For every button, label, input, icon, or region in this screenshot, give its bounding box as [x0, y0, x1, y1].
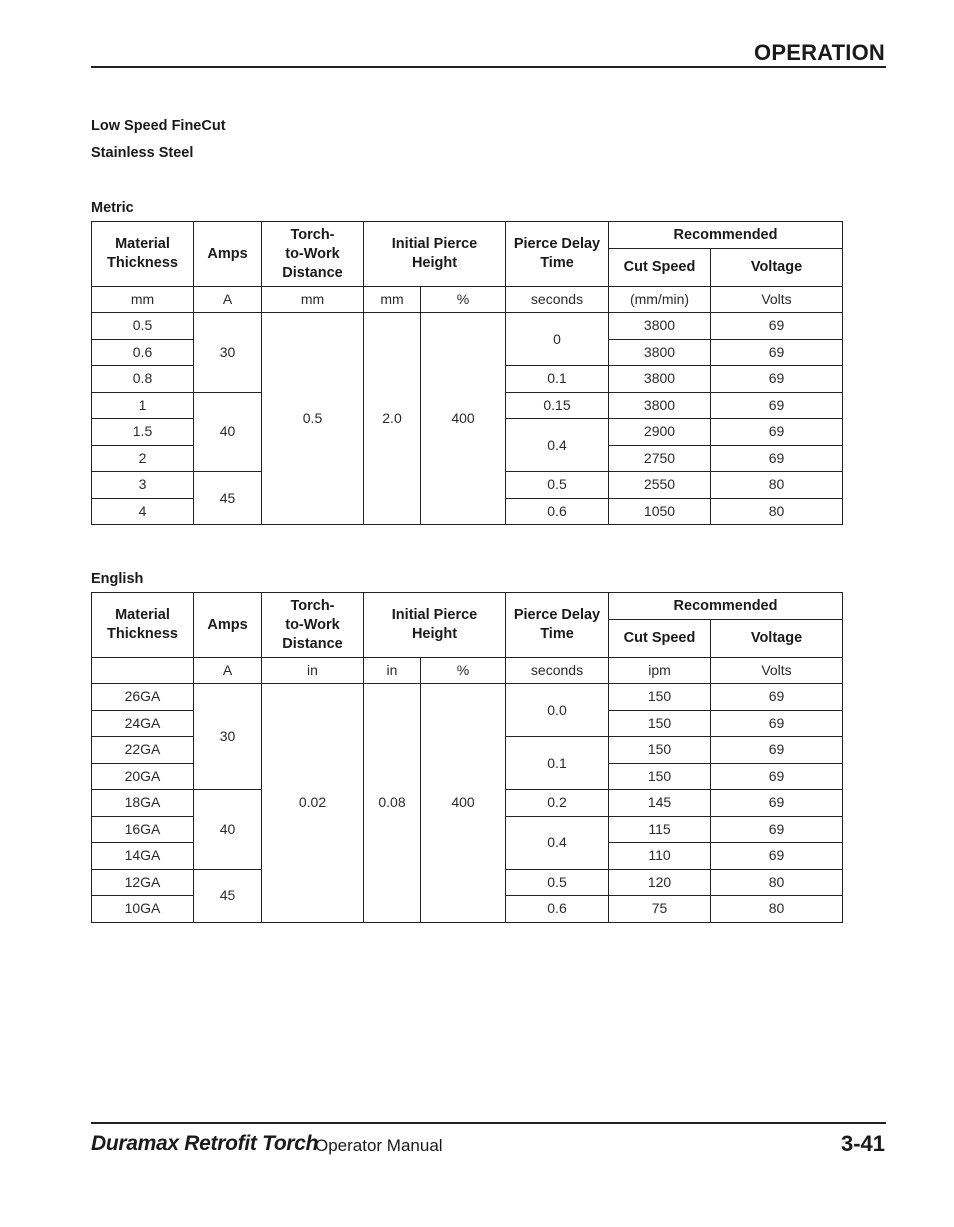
cut-speed-cell: 145	[609, 790, 711, 817]
thickness-cell: 20GA	[92, 763, 194, 790]
table-row	[92, 684, 843, 711]
col-torch-to-work-line: to-Work	[285, 245, 340, 262]
col-pierce-delay-line: Time	[540, 255, 574, 271]
cut-speed-cell: 3800	[609, 339, 711, 366]
col-initial-pierce-line: Initial Pierce	[391, 236, 478, 252]
cut-speed-cell: 3800	[609, 313, 711, 340]
col-torch-to-work	[262, 222, 364, 287]
col-torch-to-work-line: Distance	[282, 264, 343, 281]
pierce-delay-cell: 0.4	[506, 419, 609, 472]
voltage-cell: 69	[711, 843, 843, 870]
thickness-cell: 0.8	[92, 366, 194, 393]
thickness-cell: 2	[92, 445, 194, 472]
torch-to-work-cell: 0.5	[262, 313, 364, 525]
unit-cell: A	[194, 287, 262, 313]
amps-cell: 45	[194, 869, 262, 922]
pierce-height-cell: 2.0	[364, 313, 421, 525]
voltage-cell: 80	[711, 472, 843, 499]
thickness-cell: 0.6	[92, 339, 194, 366]
cut-speed-cell: 3800	[609, 366, 711, 393]
pierce-height-cell: 0.08	[364, 684, 421, 923]
unit-cell: mm	[364, 287, 421, 313]
pierce-height-pct-cell: 400	[421, 684, 506, 923]
voltage-cell: 80	[711, 498, 843, 525]
thickness-cell: 12GA	[92, 869, 194, 896]
thickness-cell: 26GA	[92, 684, 194, 711]
amps-cell: 45	[194, 472, 262, 525]
footer-rule	[91, 1122, 886, 1124]
col-initial-pierce-height	[364, 222, 506, 287]
col-material-thickness: Material Thickness	[92, 222, 194, 287]
col-voltage: Voltage	[711, 249, 843, 287]
voltage-cell: 69	[711, 710, 843, 737]
pierce-delay-cell: 0.1	[506, 366, 609, 393]
col-voltage: Voltage	[711, 620, 843, 658]
voltage-cell: 69	[711, 339, 843, 366]
table-row	[92, 313, 843, 340]
units-row	[92, 287, 843, 313]
english-table	[91, 592, 843, 923]
material-title: Stainless Steel	[91, 145, 194, 161]
unit-cell: ipm	[609, 658, 711, 684]
voltage-cell: 69	[711, 419, 843, 446]
voltage-cell: 69	[711, 445, 843, 472]
unit-cell: mm	[262, 287, 364, 313]
metric-table	[91, 221, 843, 525]
pierce-delay-cell: 0	[506, 313, 609, 366]
unit-cell: seconds	[506, 287, 609, 313]
col-torch-to-work-line: Torch-	[290, 597, 335, 614]
pierce-delay-cell: 0.0	[506, 684, 609, 737]
process-title: Low Speed FineCut	[91, 118, 226, 134]
col-torch-to-work-line: Torch-	[290, 226, 335, 243]
col-material-thickness: Material Thickness	[92, 593, 194, 658]
col-torch-to-work	[262, 593, 364, 658]
cut-speed-cell: 150	[609, 710, 711, 737]
voltage-cell: 69	[711, 684, 843, 711]
footer-manual: Operator Manual	[315, 1136, 443, 1155]
pierce-height-pct-cell: 400	[421, 313, 506, 525]
cut-speed-cell: 2750	[609, 445, 711, 472]
col-initial-pierce-line: Height	[411, 255, 458, 271]
amps-cell: 40	[194, 392, 262, 472]
col-pierce-delay-line: Pierce Delay	[513, 607, 601, 623]
col-initial-pierce-line: Initial Pierce	[391, 607, 478, 623]
pierce-delay-cell: 0.6	[506, 498, 609, 525]
cut-speed-cell: 115	[609, 816, 711, 843]
english-label: English	[91, 571, 144, 587]
header-rule	[91, 66, 886, 68]
unit-cell: Volts	[711, 287, 843, 313]
footer-brand: Duramax Retrofit Torch	[91, 1132, 319, 1155]
voltage-cell: 69	[711, 366, 843, 393]
col-torch-to-work-line: to-Work	[285, 616, 340, 633]
cut-speed-cell: 150	[609, 763, 711, 790]
amps-cell: 30	[194, 684, 262, 790]
thickness-cell: 10GA	[92, 896, 194, 923]
col-recommended: Recommended	[609, 593, 843, 620]
unit-cell: (mm/min)	[609, 287, 711, 313]
cut-speed-cell: 3800	[609, 392, 711, 419]
thickness-cell: 3	[92, 472, 194, 499]
unit-cell: in	[262, 658, 364, 684]
col-pierce-delay-time	[506, 222, 609, 287]
voltage-cell: 69	[711, 790, 843, 817]
pierce-delay-cell: 0.15	[506, 392, 609, 419]
col-recommended: Recommended	[609, 222, 843, 249]
thickness-cell: 1.5	[92, 419, 194, 446]
thickness-cell: 1	[92, 392, 194, 419]
cut-speed-cell: 2900	[609, 419, 711, 446]
cut-speed-cell: 110	[609, 843, 711, 870]
col-amps: Amps	[194, 593, 262, 658]
voltage-cell: 80	[711, 896, 843, 923]
pierce-delay-cell: 0.4	[506, 816, 609, 869]
unit-cell: %	[421, 287, 506, 313]
page-number: 3-41	[840, 1131, 885, 1156]
col-cut-speed: Cut Speed	[609, 620, 711, 658]
col-cut-speed: Cut Speed	[609, 249, 711, 287]
thickness-cell: 14GA	[92, 843, 194, 870]
unit-cell: %	[421, 658, 506, 684]
col-torch-to-work-line: Distance	[282, 635, 343, 652]
col-initial-pierce-line: Height	[411, 626, 458, 642]
cut-speed-cell: 2550	[609, 472, 711, 499]
cut-speed-cell: 150	[609, 737, 711, 764]
unit-cell: A	[194, 658, 262, 684]
pierce-delay-cell: 0.5	[506, 472, 609, 499]
pierce-delay-cell: 0.5	[506, 869, 609, 896]
pierce-delay-cell: 0.2	[506, 790, 609, 817]
col-initial-pierce-height	[364, 593, 506, 658]
section-title: OPERATION	[754, 40, 885, 65]
unit-cell: mm	[92, 287, 194, 313]
unit-cell: Volts	[711, 658, 843, 684]
col-pierce-delay-line: Pierce Delay	[513, 236, 601, 252]
voltage-cell: 69	[711, 313, 843, 340]
torch-to-work-cell: 0.02	[262, 684, 364, 923]
cut-speed-cell: 1050	[609, 498, 711, 525]
amps-cell: 30	[194, 313, 262, 393]
thickness-cell: 0.5	[92, 313, 194, 340]
cut-speed-cell: 120	[609, 869, 711, 896]
voltage-cell: 69	[711, 737, 843, 764]
thickness-cell: 22GA	[92, 737, 194, 764]
unit-cell: in	[364, 658, 421, 684]
unit-cell	[92, 658, 194, 684]
thickness-cell: 18GA	[92, 790, 194, 817]
voltage-cell: 69	[711, 816, 843, 843]
unit-cell: seconds	[506, 658, 609, 684]
col-amps: Amps	[194, 222, 262, 287]
pierce-delay-cell: 0.6	[506, 896, 609, 923]
cut-speed-cell: 75	[609, 896, 711, 923]
voltage-cell: 69	[711, 392, 843, 419]
metric-label: Metric	[91, 200, 134, 216]
col-pierce-delay-time	[506, 593, 609, 658]
units-row	[92, 658, 843, 684]
thickness-cell: 24GA	[92, 710, 194, 737]
voltage-cell: 69	[711, 763, 843, 790]
thickness-cell: 4	[92, 498, 194, 525]
thickness-cell: 16GA	[92, 816, 194, 843]
cut-speed-cell: 150	[609, 684, 711, 711]
amps-cell: 40	[194, 790, 262, 870]
voltage-cell: 80	[711, 869, 843, 896]
pierce-delay-cell: 0.1	[506, 737, 609, 790]
col-pierce-delay-line: Time	[540, 626, 574, 642]
